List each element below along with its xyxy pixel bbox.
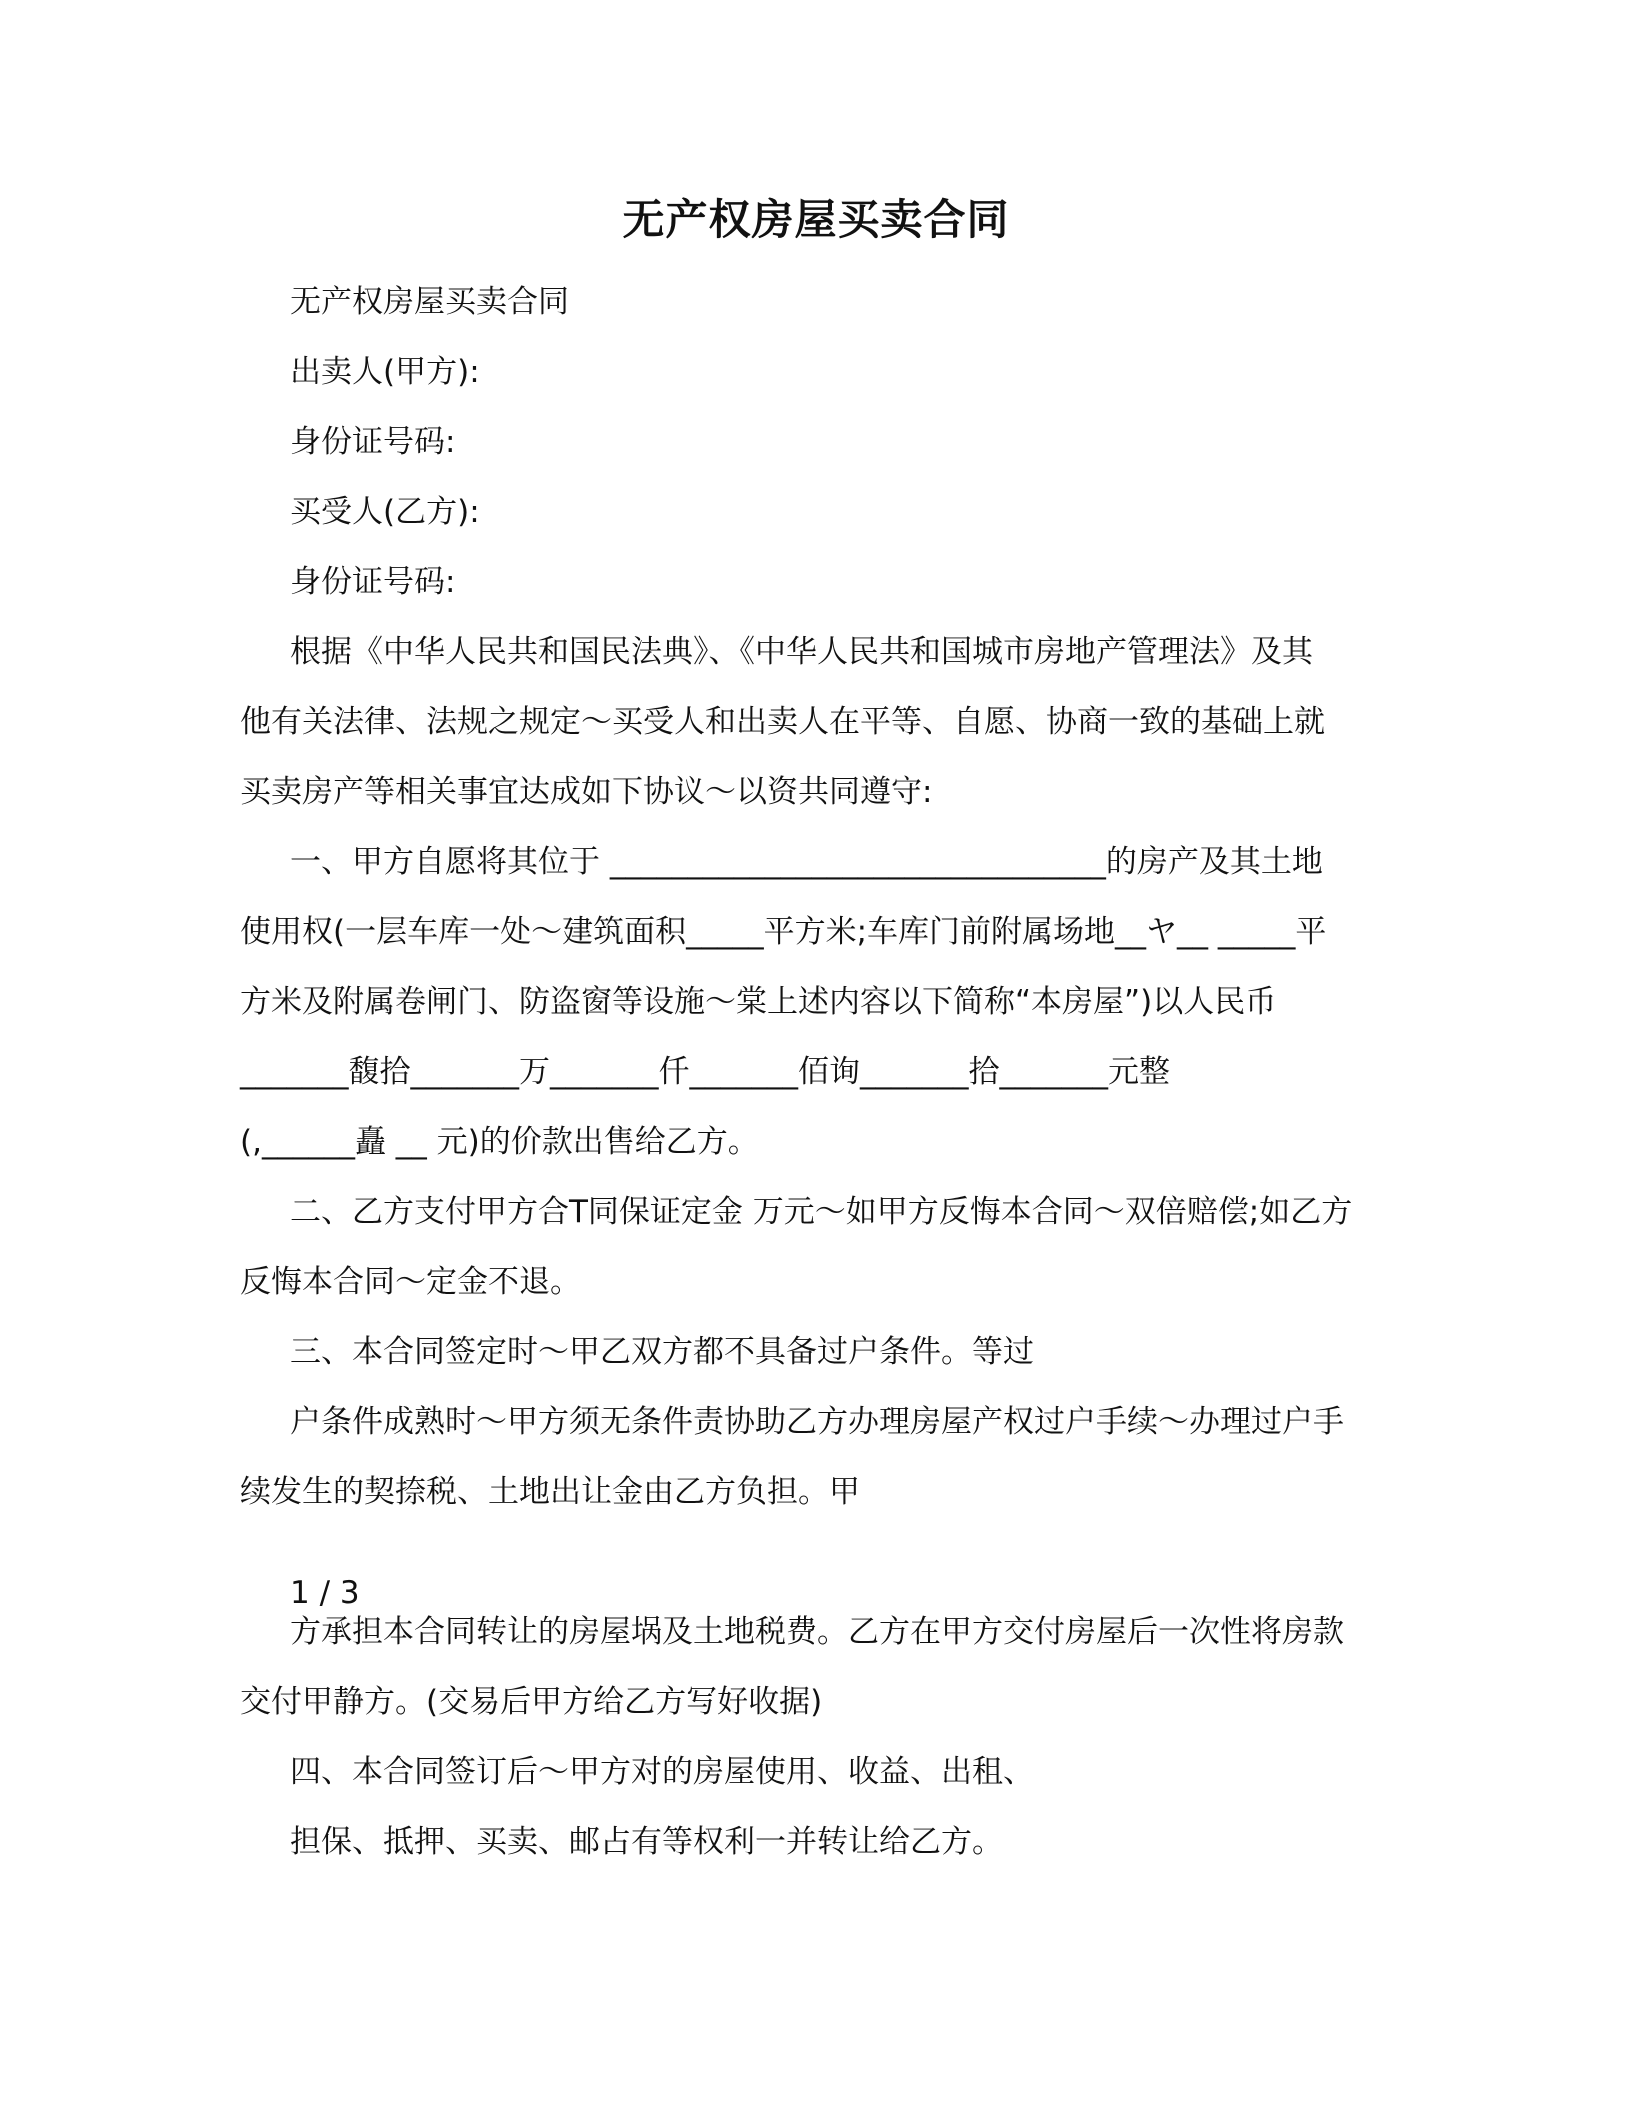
- clause-1-line: 使用权(一层车库一处～建筑面积_____平方米;车库门前附属场地__ヤ__ _____平: [240, 914, 1327, 950]
- clause-1-line: 方米及附属卷闸门、防盗窗等设施～棠上述内容以下简称“本房屋”)以人民币: [240, 984, 1277, 1020]
- buyer-label: 买受人(乙方):: [290, 494, 480, 530]
- document-title: 无产权房屋买卖合同: [622, 195, 1010, 244]
- clause-3-line: 交付甲静方。(交易后甲方给乙方写好收据): [240, 1684, 823, 1720]
- clause-1-line: (,______矗 __ 元)的价款出售给乙方。: [240, 1124, 759, 1160]
- page-number: 1 / 3: [290, 1575, 360, 1611]
- preamble-line: 他有关法律、法规之规定～买受人和出卖人在平等、自愿、协商一致的基础上就: [240, 704, 1325, 740]
- clause-2-line: 反悔本合同～定金不退。: [240, 1264, 581, 1300]
- clause-3-line: 方承担本合同转让的房屋埚及土地税费。乙方在甲方交付房屋后一次性将房款: [290, 1614, 1344, 1650]
- clause-4-line: 四、本合同签订后～甲方对的房屋使用、收益、出租、: [290, 1754, 1034, 1790]
- clause-1-line: 一、甲方自愿将其位于 ________________________________的房产及其土地: [290, 844, 1323, 880]
- clause-3-line: 户条件成熟时～甲方须无条件责协助乙方办理房屋产权过户手续～办理过户手: [290, 1404, 1344, 1440]
- clause-4-line: 担保、抵押、买卖、邮占有等权利一并转让给乙方。: [290, 1824, 1003, 1860]
- clause-3-line: 续发生的契捺税、土地出让金由乙方负担。甲: [240, 1474, 860, 1510]
- seller-label: 出卖人(甲方):: [290, 354, 480, 390]
- clause-3-line: 三、本合同签定时～甲乙双方都不具备过户条件。等过: [290, 1334, 1034, 1370]
- preamble-line: 根据《中华人民共和国民法典》、《中华人民共和国城市房地产管理法》及其: [290, 634, 1313, 670]
- clause-2-line: 二、乙方支付甲方合T同保证定金 万元～如甲方反悔本合同～双倍赔偿;如乙方: [290, 1194, 1353, 1230]
- preamble-line: 买卖房产等相关事宜达成如下协议～以资共同遵守:: [240, 774, 933, 810]
- buyer-id-label: 身份证号码:: [290, 564, 456, 600]
- clause-1-line: _______馥拾_______万_______仟_______佰询_______拾_______元整: [240, 1054, 1170, 1090]
- seller-id-label: 身份证号码:: [290, 424, 456, 460]
- subtitle-line: 无产权房屋买卖合同: [290, 284, 569, 320]
